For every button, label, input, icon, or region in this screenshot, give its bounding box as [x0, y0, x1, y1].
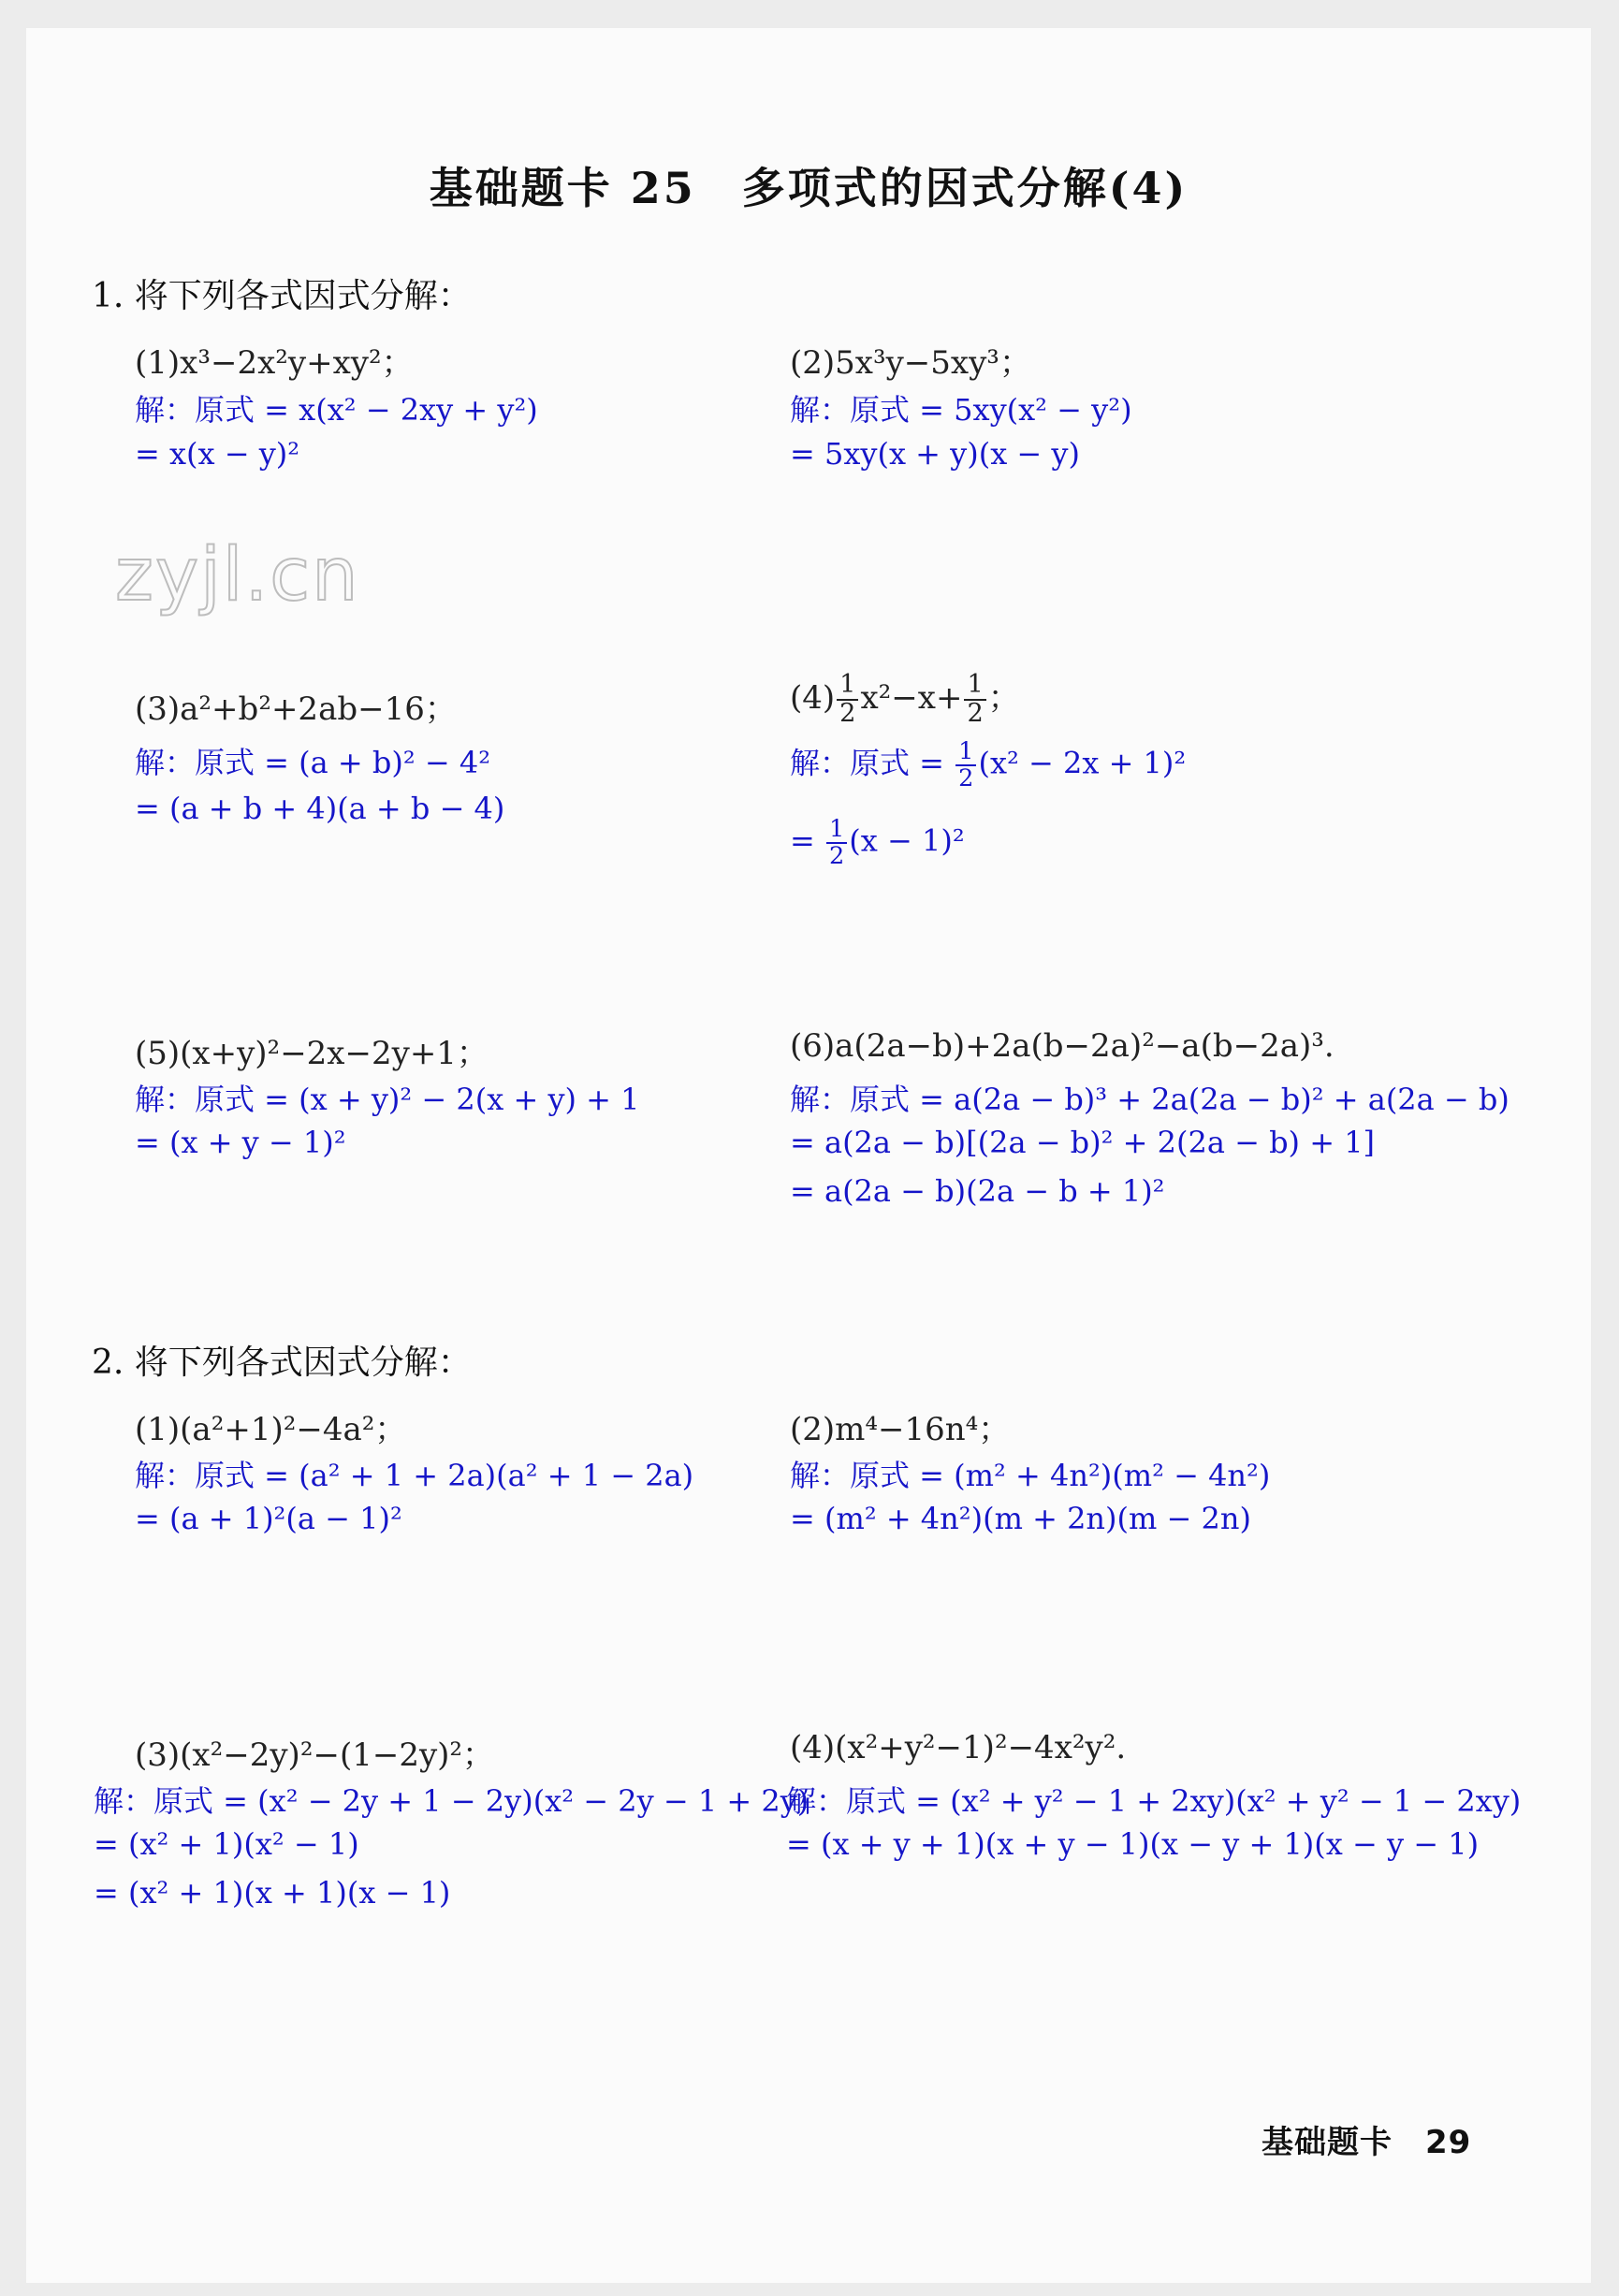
- q2-2-problem: (2)m⁴−16n⁴；: [790, 1411, 1011, 1448]
- worksheet-page: [26, 28, 1591, 2283]
- half-fraction: [837, 672, 858, 727]
- q1-2-solution-line1: 解：原式 = 5xy(x² − y²): [790, 392, 1132, 428]
- q2-1-solution-line2: = (a + 1)²(a − 1)²: [135, 1501, 402, 1536]
- section-1-heading: 1. 将下列各式因式分解：: [92, 277, 472, 315]
- half-fraction: [826, 817, 847, 869]
- section-2-heading: 2. 将下列各式因式分解：: [92, 1344, 472, 1382]
- q2-3-solution-line2: = (x² + 1)(x² − 1): [94, 1826, 359, 1862]
- half-denominator: 2: [967, 699, 984, 728]
- q1-4-sol1-rest: (x² − 2x + 1)²: [978, 745, 1187, 781]
- q2-3-solution-line1: 解：原式 = (x² − 2y + 1 − 2y)(x² − 2y − 1 + 2y): [94, 1783, 810, 1819]
- q2-2-solution-line2: = (m² + 4n²)(m + 2n)(m − 2n): [790, 1501, 1251, 1536]
- watermark: zyjl.cn: [115, 533, 360, 618]
- q2-4-solution-line2: = (x + y + 1)(x + y − 1)(x − y + 1)(x − y − 1): [786, 1826, 1480, 1862]
- half-denominator: 2: [839, 699, 856, 728]
- q1-4-problem-prefix: (4): [790, 679, 836, 717]
- q1-1-problem: (1)x³−2x²y+xy²；: [135, 344, 414, 382]
- q2-4-solution-line1: 解：原式 = (x² + y² − 1 + 2xy)(x² + y² − 1 − 2xy): [786, 1783, 1522, 1819]
- q1-4-problem-end: ；: [987, 679, 1020, 717]
- half-denominator: 2: [828, 841, 845, 870]
- q1-3-solution-line2: = (a + b + 4)(a + b − 4): [135, 791, 505, 826]
- q1-4-sol2-rest: (x − 1)²: [849, 822, 965, 859]
- page-title: 基础题卡 25 多项式的因式分解(4): [429, 163, 1189, 213]
- q1-6-solution-line3: = a(2a − b)(2a − b + 1)²: [790, 1173, 1165, 1209]
- half-fraction: [955, 739, 976, 792]
- q1-6-solution-line1: 解：原式 = a(2a − b)³ + 2a(2a − b)² + a(2a − b): [790, 1082, 1510, 1117]
- q1-6-solution-line2: = a(2a − b)[(2a − b)² + 2(2a − b) + 1]: [790, 1125, 1376, 1160]
- q1-4-sol1-prefix: 解：原式 =: [790, 745, 955, 781]
- half-denominator: 2: [958, 763, 974, 792]
- half-numerator: 1: [964, 672, 985, 701]
- q2-3-problem: (3)(x²−2y)²−(1−2y)²；: [135, 1737, 495, 1774]
- page-footer: 基础题卡 29: [1262, 2124, 1472, 2161]
- q1-6-problem: (6)a(2a−b)+2a(b−2a)²−a(b−2a)³.: [790, 1027, 1335, 1065]
- q1-4-problem: [790, 672, 1020, 728]
- q1-4-sol2-prefix: =: [790, 822, 824, 859]
- q1-5-problem: (5)(x+y)²−2x−2y+1；: [135, 1035, 489, 1072]
- q1-4-solution-line2: [790, 817, 965, 869]
- q1-3-solution-line1: 解：原式 = (a + b)² − 4²: [135, 745, 491, 780]
- q1-4-solution-line1: [790, 739, 1186, 792]
- q1-3-problem: (3)a²+b²+2ab−16；: [135, 690, 457, 728]
- q2-4-problem: (4)(x²+y²−1)²−4x²y².: [790, 1729, 1127, 1766]
- q2-1-solution-line1: 解：原式 = (a² + 1 + 2a)(a² + 1 − 2a): [135, 1458, 694, 1493]
- half-numerator: 1: [837, 672, 858, 701]
- half-fraction: [964, 672, 985, 727]
- q1-5-solution-line1: 解：原式 = (x + y)² − 2(x + y) + 1: [135, 1082, 640, 1117]
- half-numerator: 1: [826, 817, 847, 844]
- q1-1-solution-line1: 解：原式 = x(x² − 2xy + y²): [135, 392, 538, 428]
- q1-5-solution-line2: = (x + y − 1)²: [135, 1125, 346, 1160]
- q1-1-solution-line2: = x(x − y)²: [135, 436, 300, 472]
- q1-2-problem: (2)5x³y−5xy³；: [790, 344, 1031, 382]
- q1-4-problem-mid: x²−x+: [860, 679, 963, 717]
- half-numerator: 1: [955, 739, 976, 766]
- q2-1-problem: (1)(a²+1)²−4a²；: [135, 1411, 407, 1448]
- q2-2-solution-line1: 解：原式 = (m² + 4n²)(m² − 4n²): [790, 1458, 1271, 1493]
- q2-3-solution-line3: = (x² + 1)(x + 1)(x − 1): [94, 1875, 451, 1911]
- q1-2-solution-line2: = 5xy(x + y)(x − y): [790, 436, 1080, 472]
